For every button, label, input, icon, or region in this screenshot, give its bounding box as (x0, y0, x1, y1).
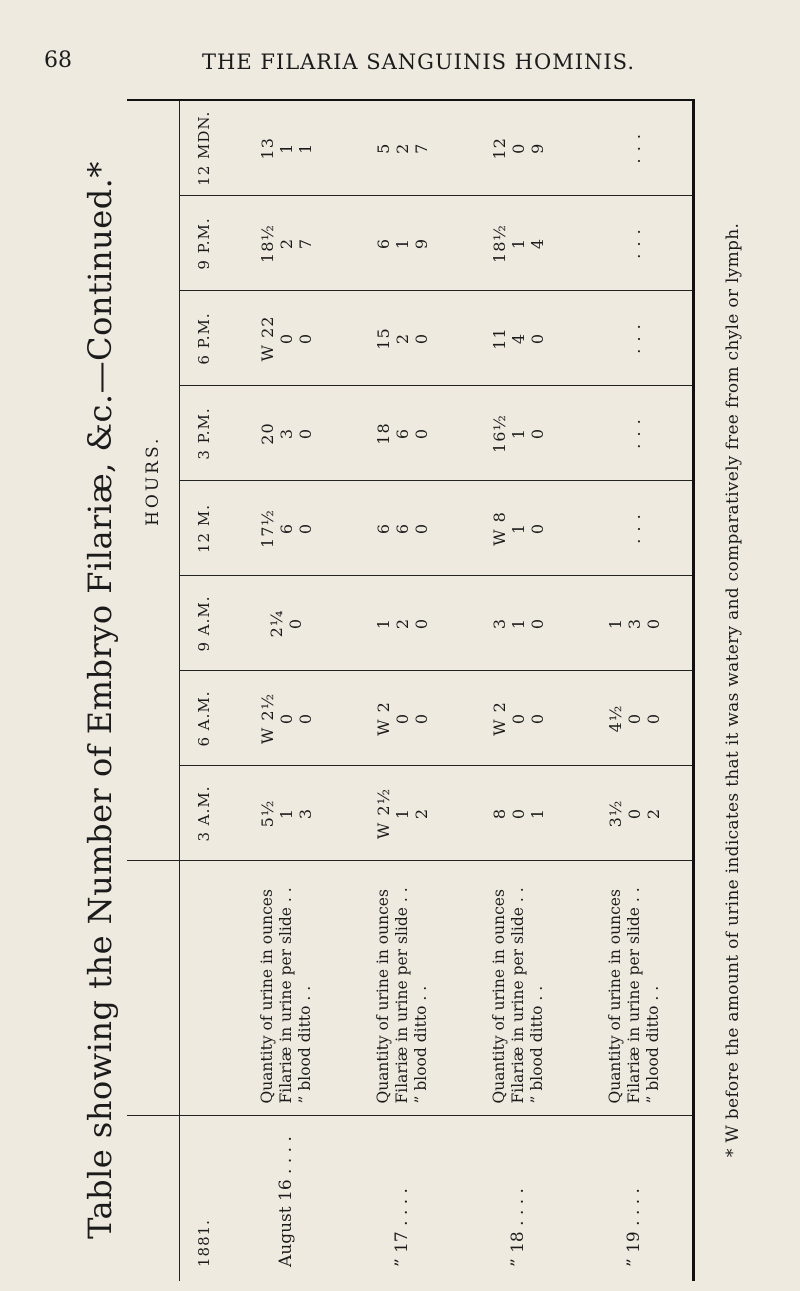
row-date: August 16 . . . . (276, 1136, 296, 1267)
value-cell (576, 481, 692, 576)
urine-filariae-value: 3 (276, 427, 296, 440)
urine-value: 5 (373, 142, 393, 154)
urine-value: . . . (624, 133, 644, 164)
urine-filariae-value: 2 (276, 237, 296, 250)
blood-filariae-value: 0 (295, 522, 315, 535)
blood-filariae-value: 0 (527, 522, 547, 535)
urine-filariae-value: 1 (276, 142, 296, 154)
value-cell (228, 386, 344, 481)
table-wrapper (127, 101, 692, 1281)
blood-filariae-value: 0 (295, 332, 315, 345)
table-row (576, 101, 692, 1281)
blood-filariae-value: 4 (527, 237, 547, 250)
urine-filariae-value: 6 (392, 522, 412, 535)
value-cell (344, 101, 460, 196)
column-header-row (180, 101, 229, 1281)
row-measures (460, 861, 576, 1116)
urine-value: 18 (373, 422, 393, 445)
urine-value: 20 (257, 422, 277, 445)
urine-value: 1 (373, 617, 393, 630)
value-cell (460, 576, 576, 671)
value-cell (576, 196, 692, 291)
value-cell (228, 101, 344, 196)
blood-filariae-value: 3 (295, 807, 315, 820)
urine-value: 3 (489, 617, 509, 630)
row-measures (228, 861, 344, 1116)
header-blank (127, 1116, 180, 1281)
value-cell (228, 576, 344, 671)
blood-filariae-value: 7 (295, 237, 315, 250)
data-table-frame (127, 99, 695, 1281)
urine-value: 16½ (489, 414, 509, 453)
measure-filariae-urine: Filariæ in urine per slide . . (624, 887, 643, 1104)
row-date: ” 17 . . . . (392, 1188, 412, 1267)
blood-filariae-value: 0 (411, 522, 431, 535)
urine-filariae-value: 2 (392, 617, 412, 630)
urine-filariae-value: 0 (286, 617, 305, 630)
urine-filariae-value: 1 (508, 522, 528, 535)
urine-value: W 2 (373, 701, 393, 736)
blood-filariae-value: 2 (411, 807, 431, 820)
urine-filariae-value: 0 (392, 712, 412, 725)
urine-filariae-value: 0 (508, 712, 528, 725)
urine-filariae-value: 1 (508, 427, 528, 440)
value-cell (344, 291, 460, 386)
value-cell (344, 481, 460, 576)
value-cell (460, 671, 576, 766)
value-cell (576, 101, 692, 196)
value-cell (344, 766, 460, 861)
value-cell (228, 766, 344, 861)
urine-value: . . . (624, 228, 644, 259)
header-blank-measure (127, 861, 180, 1116)
urine-value: . . . (624, 513, 644, 544)
footnote: * W before the amount of urine indicates that it was watery and comparatively free from chyle or lymph. (723, 222, 743, 1158)
blood-filariae-value: 1 (295, 142, 315, 154)
urine-value: 18½ (489, 224, 509, 263)
data-table (127, 101, 692, 1281)
urine-value: W 8 (489, 511, 509, 546)
urine-value: 4½ (605, 704, 625, 733)
urine-filariae-value: 0 (276, 332, 296, 345)
value-cell (460, 386, 576, 481)
urine-filariae-value: 2 (392, 142, 412, 154)
hour-header-9pm: 9 P.M. (180, 196, 229, 291)
hour-header-6pm: 6 P.M. (180, 291, 229, 386)
urine-filariae-value: 1 (508, 237, 528, 250)
blood-filariae-value: 0 (411, 332, 431, 345)
urine-filariae-value: 6 (276, 522, 296, 535)
year-header: 1881. (195, 1219, 213, 1267)
hour-header-9am: 9 A.M. (180, 576, 229, 671)
urine-filariae-value: 0 (508, 807, 528, 820)
urine-value: W 2½ (373, 787, 393, 840)
urine-value: W 2 (489, 701, 509, 736)
urine-filariae-value: 1 (276, 807, 296, 820)
hour-header-6am: 6 A.M. (180, 671, 229, 766)
table-row (228, 101, 344, 1281)
urine-value: 11 (489, 327, 509, 350)
urine-value: 18½ (257, 224, 277, 263)
value-cell (228, 196, 344, 291)
row-measures (576, 861, 692, 1116)
urine-value: 15 (373, 327, 393, 350)
hours-label: HOURS. (127, 101, 180, 861)
blood-filariae-value: 0 (527, 617, 547, 630)
blood-filariae-value: 9 (411, 237, 431, 250)
measure-filariae-blood: ” blood ditto . . (295, 985, 314, 1104)
urine-value: 12 (489, 137, 509, 160)
urine-value: . . . (624, 323, 644, 354)
urine-value: 1 (605, 617, 625, 630)
value-cell (576, 576, 692, 671)
urine-filariae-value: 0 (624, 807, 644, 820)
value-cell (228, 481, 344, 576)
value-cell (344, 671, 460, 766)
blood-filariae-value: 0 (527, 332, 547, 345)
row-date: ” 19 . . . . (624, 1188, 644, 1267)
blood-filariae-value: 0 (643, 712, 663, 725)
row-measures (344, 861, 460, 1116)
urine-filariae-value: 1 (392, 237, 412, 250)
urine-filariae-value: 0 (624, 712, 644, 725)
blood-filariae-value: 9 (527, 142, 547, 154)
blood-filariae-value: 0 (527, 427, 547, 440)
measure-urine-quantity: Quantity of urine in ounces (605, 889, 624, 1104)
hour-header-3am: 3 A.M. (180, 766, 229, 861)
blood-filariae-value: 0 (411, 617, 431, 630)
urine-filariae-value: 0 (276, 712, 296, 725)
page-number: 68 (44, 48, 72, 73)
urine-filariae-value: 2 (392, 332, 412, 345)
measure-urine-quantity: Quantity of urine in ounces (257, 889, 276, 1104)
measure-filariae-urine: Filariæ in urine per slide . . (276, 887, 295, 1104)
urine-filariae-value: 0 (508, 142, 528, 154)
value-cell (576, 671, 692, 766)
value-cell (576, 766, 692, 861)
urine-value: 17½ (257, 509, 277, 548)
value-cell (228, 671, 344, 766)
table-title: Table showing the Number of Embryo Filariæ, &c.—Continued.* (81, 161, 119, 1239)
urine-filariae-value: 4 (508, 332, 528, 345)
blood-filariae-value: 0 (643, 617, 663, 630)
value-cell (460, 101, 576, 196)
urine-value: 8 (489, 807, 509, 820)
table-row (460, 101, 576, 1281)
measure-urine-quantity: Quantity of urine in ounces (373, 889, 392, 1104)
urine-value: 3½ (605, 799, 625, 828)
hours-header-row (127, 101, 180, 1281)
measure-filariae-urine: Filariæ in urine per slide . . (392, 887, 411, 1104)
urine-value: W 2½ (257, 692, 277, 745)
hour-header-12m: 12 M. (180, 481, 229, 576)
row-date: ” 18 . . . . (508, 1188, 528, 1267)
value-cell (460, 766, 576, 861)
measure-header (180, 861, 229, 1116)
value-cell (344, 196, 460, 291)
urine-filariae-value: 1 (508, 617, 528, 630)
measure-filariae-blood: ” blood ditto . . (527, 985, 546, 1104)
value-cell (576, 291, 692, 386)
value-cell (576, 386, 692, 481)
urine-value: 2¼ (267, 609, 286, 638)
blood-filariae-value: 0 (411, 427, 431, 440)
measure-urine-quantity: Quantity of urine in ounces (489, 889, 508, 1104)
urine-filariae-value: 1 (392, 807, 412, 820)
value-cell (228, 291, 344, 386)
urine-value: 13 (257, 137, 277, 160)
urine-value: 5½ (257, 799, 277, 828)
blood-filariae-value: 0 (295, 712, 315, 725)
urine-filariae-value: 6 (392, 427, 412, 440)
value-cell (460, 291, 576, 386)
urine-value: . . . (624, 418, 644, 449)
table-row (344, 101, 460, 1281)
measure-filariae-blood: ” blood ditto . . (643, 985, 662, 1104)
hour-header-3pm: 3 P.M. (180, 386, 229, 481)
blood-filariae-value: 0 (527, 712, 547, 725)
blood-filariae-value: 0 (411, 712, 431, 725)
blood-filariae-value: 2 (643, 807, 663, 820)
urine-value: 6 (373, 237, 393, 250)
value-cell (344, 576, 460, 671)
measure-filariae-urine: Filariæ in urine per slide . . (508, 887, 527, 1104)
blood-filariae-value: 0 (295, 427, 315, 440)
value-cell (460, 196, 576, 291)
urine-value: W 22 (257, 315, 277, 362)
running-head: THE FILARIA SANGUINIS HOMINIS. (202, 50, 635, 74)
hour-header-12mdn: 12 MDN. (180, 101, 229, 196)
value-cell (460, 481, 576, 576)
value-cell (344, 386, 460, 481)
blood-filariae-value: 7 (411, 142, 431, 154)
measure-filariae-blood: ” blood ditto . . (411, 985, 430, 1104)
blood-filariae-value: 1 (527, 807, 547, 820)
urine-value: 6 (373, 522, 393, 535)
urine-filariae-value: 3 (624, 617, 644, 630)
